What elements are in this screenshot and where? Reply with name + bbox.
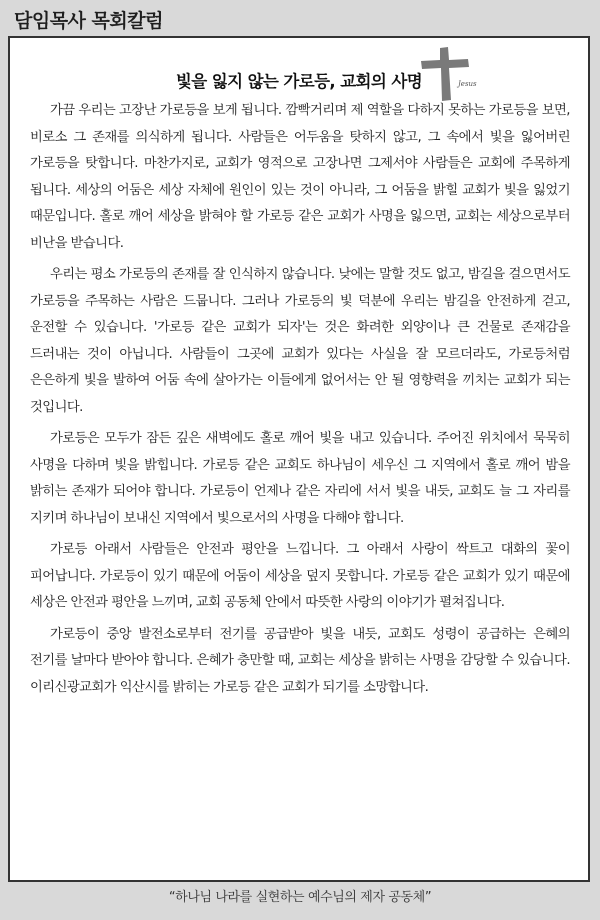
column-title: 담임목사 목회칼럼 [14, 10, 163, 32]
paragraph-3: 가로등은 모두가 잠든 깊은 새벽에도 홀로 깨어 빛을 내고 있습니다. 주어진 위치에서 묵묵히 사명을 다하며 빛을 밝힙니다. 가로등 같은 교회도 하나님이 세우신 그 지역에서 홀로 깨어 밤을 밝히는 존재가 되어야 합니다. 가로등이 언제나 같은 자리에 서서 빛을 내듯, 교회도 늘 그 자리를 지키며 하나님이 보내신 지역에서 빛으로서의 사명을 다해야 합니다. [30, 431, 570, 526]
article-title: 빛을 잃지 않는 가로등, 교회의 사명 [175, 72, 423, 91]
paragraph-4: 가로등 아래서 사람들은 안전과 평안을 느낍니다. 그 아래서 사랑이 싹트고 대화의 꽃이 피어납니다. 가로등이 있기 때문에 어둠이 세상을 덮지 못합니다. 가로등 같은 교회가 있기 때문에 세상은 안전과 평안을 느끼며, 교회 공동체 안에서 따뜻한 사랑의 이야기가 펼쳐집니다. [30, 542, 570, 610]
paragraph-5: 가로등이 중앙 발전소로부터 전기를 공급받아 빛을 내듯, 교회도 성령이 공급하는 은혜의 전기를 날마다 받아야 합니다. 은혜가 충만할 때, 교회는 세상을 밝히는 사명을 감당할 수 있습니다. 이리신광교회가 익산시를 밝히는 가로등 같은 교회가 되기를 소망합니다. [30, 626, 570, 695]
page-header [0, 0, 600, 34]
cross-caption: Jesus [458, 80, 477, 88]
article-body [30, 98, 570, 706]
cross-icon [418, 46, 478, 102]
article-title-row [10, 68, 588, 92]
page-footer [0, 886, 600, 905]
paragraph-2: 우리는 평소 가로등의 존재를 잘 인식하지 않습니다. 낮에는 말할 것도 없고, 밤길을 걸으면서도 가로등을 주목하는 사람은 드뭅니다. 그러나 가로등의 빛 덕분에 우리는 밤길을 안전하게 걷고, 운전할 수 있습니다. '가로등 같은 교회가 되자'는 것은 화려한 외양이나 큰 건물로 존재감을 드러내는 것이 아닙니다. 사람들이 그곳에 교회가 있다는 사실을 잘 모르더라도, 가로등처럼 은은하게 빛을 발하여 어둠 속에 살아가는 이들에게 없어서는 안 될 영향력을 끼치는 교회가 되는 것입니다. [30, 267, 570, 415]
article-box [8, 36, 590, 882]
church-motto: “하나님 나라를 실현하는 예수님의 제자 공동체” [168, 890, 432, 905]
paragraph-1: 가끔 우리는 고장난 가로등을 보게 됩니다. 깜빡거리며 제 역할을 다하지 못하는 가로등을 보면, 비로소 그 존재를 의식하게 됩니다. 사람들은 어두움을 탓하지 않고, 그 속에서 빛을 잃어버린 가로등을 탓합니다. 마찬가지로, 교회가 영적으로 고장나면 그제서야 사람들은 교회에 주목하게 됩니다. 세상의 어둠은 세상 자체에 원인이 있는 것이 아니라, 그 어둠을 밝힐 교회가 빛을 잃었기 때문입니다. 홀로 깨어 세상을 밝혀야 할 가로등 같은 교회가 사명을 잃으면, 교회는 세상으로부터 비난을 받습니다. [30, 103, 570, 251]
